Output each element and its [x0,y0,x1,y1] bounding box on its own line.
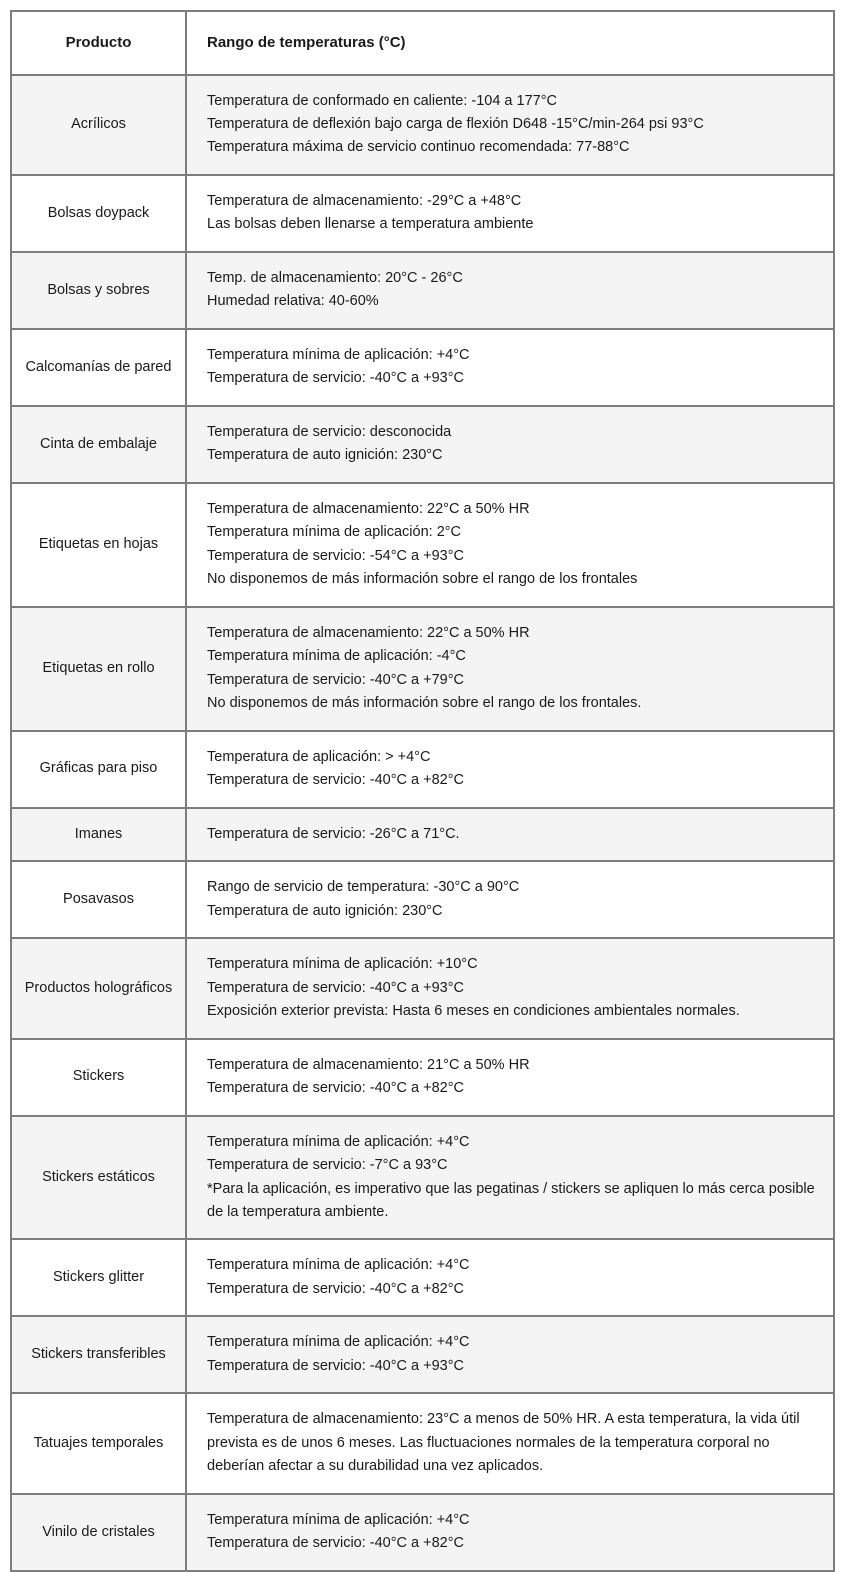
cell-product-name [11,329,186,406]
temperature-range-line: Temperatura mínima de aplicación: +4°C [207,1334,470,1351]
cell-product-name [11,1039,186,1116]
cell-temperature-range [186,1316,834,1393]
cell-temperature-range [186,1116,834,1240]
cell-product-name [11,483,186,607]
temperature-range-line: Temperatura de conformado en caliente: -104 a 177°C [207,92,557,109]
temperature-range-line: Temperatura de servicio: -40°C a +93°C [207,979,465,996]
temperature-range-line: Temperatura mínima de aplicación: +4°C [207,1511,470,1528]
product-label: Bolsas doypack [47,204,150,221]
table-row [11,808,834,861]
cell-temperature-range [186,1039,834,1116]
table-header [11,11,834,75]
temperature-range-line: Temperatura máxima de servicio continuo recomendada: 77-88°C [207,139,630,156]
table-row [11,1316,834,1393]
cell-product-name [11,1239,186,1316]
cell-product-name [11,1494,186,1571]
cell-product-name [11,175,186,252]
temperature-range-line: Temperatura de almacenamiento: 22°C a 50% HR [207,624,530,641]
product-label: Stickers glitter [52,1269,145,1286]
cell-temperature-range [186,406,834,483]
cell-temperature-range [186,938,834,1038]
temperature-range-line: Humedad relativa: 40-60% [207,293,379,310]
temperature-range-line: Temperatura de servicio: -40°C a +82°C [207,772,465,789]
product-label: Productos holográficos [24,979,173,996]
table-body [11,75,834,1571]
table-row [11,1239,834,1316]
column-header-producto: Producto [11,11,186,75]
cell-temperature-range [186,607,834,731]
temperature-range-line: Temperatura de almacenamiento: 21°C a 50% HR [207,1056,530,1073]
table-row [11,1116,834,1240]
temperature-range-line: Rango de servicio de temperatura: -30°C a 90°C [207,879,520,896]
table-row [11,1393,834,1493]
product-label: Etiquetas en hojas [38,536,159,553]
table-row [11,329,834,406]
temperature-range-line: Exposición exterior prevista: Hasta 6 meses en condiciones ambientales normales. [207,1003,740,1020]
temperature-range-line: Temperatura de almacenamiento: 23°C a menos de 50% HR. A esta temperatura, la vida útil prevista es de unos 6 meses. Las fluctuaciones normales de la temperatura corporal no deberían afectar a su durabilidad una vez aplicados. [207,1411,800,1475]
temperature-range-line: Temperatura mínima de aplicación: +4°C [207,1133,470,1150]
temperature-range-line: No disponemos de más información sobre el rango de los frontales. [207,695,642,712]
cell-product-name [11,938,186,1038]
cell-product-name [11,75,186,175]
temperature-range-line: Temperatura de servicio: -40°C a +82°C [207,1080,465,1097]
cell-product-name [11,1116,186,1240]
table-row [11,483,834,607]
cell-temperature-range [186,252,834,329]
product-label: Cinta de embalaje [40,435,157,452]
product-label: Imanes [74,825,123,842]
product-label: Gráficas para piso [39,760,158,777]
temperature-range-line: No disponemos de más información sobre el rango de los frontales [207,571,638,588]
product-label: Posavasos [63,890,134,907]
cell-temperature-range [186,483,834,607]
table-row [11,252,834,329]
cell-product-name [11,1393,186,1493]
table-row [11,731,834,808]
product-label: Vinilo de cristales [42,1523,155,1540]
product-label: Tatuajes temporales [33,1434,164,1451]
temperature-range-line: Temperatura de almacenamiento: 22°C a 50% HR [207,500,530,517]
temperature-range-line: Temperatura de servicio: -40°C a +93°C [207,370,465,387]
cell-temperature-range [186,1239,834,1316]
column-header-rango-temperaturas: Rango de temperaturas (°C) [186,11,834,75]
temperature-range-line: Temperatura de servicio: desconocida [207,423,452,440]
table-row [11,607,834,731]
temperature-range-line: Temperatura mínima de aplicación: +4°C [207,346,470,363]
cell-product-name [11,252,186,329]
table-row [11,861,834,938]
temperature-range-line: *Para la aplicación, es imperativo que las pegatinas / stickers se apliquen lo más cerca posible de la temperatura ambiente. [207,1180,815,1220]
temperature-range-line: Temperatura de servicio: -40°C a +93°C [207,1357,465,1374]
table-row [11,406,834,483]
temperature-range-table [10,10,835,1572]
product-label: Bolsas y sobres [47,281,150,298]
product-label: Acrílicos [71,115,126,132]
product-label: Stickers [72,1068,125,1085]
header-row [11,11,834,75]
cell-temperature-range [186,1494,834,1571]
cell-temperature-range [186,808,834,861]
temperature-range-line: Temperatura de almacenamiento: -29°C a +48°C [207,192,522,209]
table-row [11,1494,834,1571]
table-row [11,938,834,1038]
table-row [11,175,834,252]
table-row [11,75,834,175]
cell-temperature-range [186,1393,834,1493]
cell-temperature-range [186,861,834,938]
product-label: Etiquetas en rollo [42,659,155,676]
cell-product-name [11,406,186,483]
temperature-range-line: Temperatura de servicio: -54°C a +93°C [207,547,465,564]
temperature-range-line: Temperatura de auto ignición: 230°C [207,902,443,919]
temperature-range-line: Temperatura de servicio: -40°C a +82°C [207,1280,465,1297]
temperature-range-line: Temperatura de aplicación: > +4°C [207,748,431,765]
cell-temperature-range [186,75,834,175]
product-label: Stickers estáticos [42,1168,155,1185]
temperature-range-line: Temperatura de servicio: -26°C a 71°C. [207,825,460,842]
temperature-range-line: Temperatura mínima de aplicación: +4°C [207,1257,470,1274]
cell-product-name [11,1316,186,1393]
temperature-range-line: Temperatura de deflexión bajo carga de flexión D648 -15°C/min-264 psi 93°C [207,115,704,132]
table-row [11,1039,834,1116]
product-label: Stickers transferibles [31,1346,166,1363]
temperature-range-line: Temperatura mínima de aplicación: 2°C [207,524,462,541]
temperature-range-line: Temperatura mínima de aplicación: -4°C [207,648,466,665]
product-label: Calcomanías de pared [25,358,172,375]
cell-product-name [11,607,186,731]
temperature-range-line: Temperatura de auto ignición: 230°C [207,447,443,464]
temperature-range-line: Temperatura de servicio: -40°C a +82°C [207,1535,465,1552]
cell-temperature-range [186,329,834,406]
cell-product-name [11,731,186,808]
cell-product-name [11,861,186,938]
cell-temperature-range [186,731,834,808]
temperature-range-line: Temp. de almacenamiento: 20°C - 26°C [207,269,463,286]
cell-product-name [11,808,186,861]
temperature-range-line: Temperatura mínima de aplicación: +10°C [207,956,478,973]
cell-temperature-range [186,175,834,252]
temperature-range-line: Temperatura de servicio: -7°C a 93°C [207,1157,448,1174]
temperature-range-line: Las bolsas deben llenarse a temperatura ambiente [207,216,534,233]
temperature-range-line: Temperatura de servicio: -40°C a +79°C [207,671,465,688]
